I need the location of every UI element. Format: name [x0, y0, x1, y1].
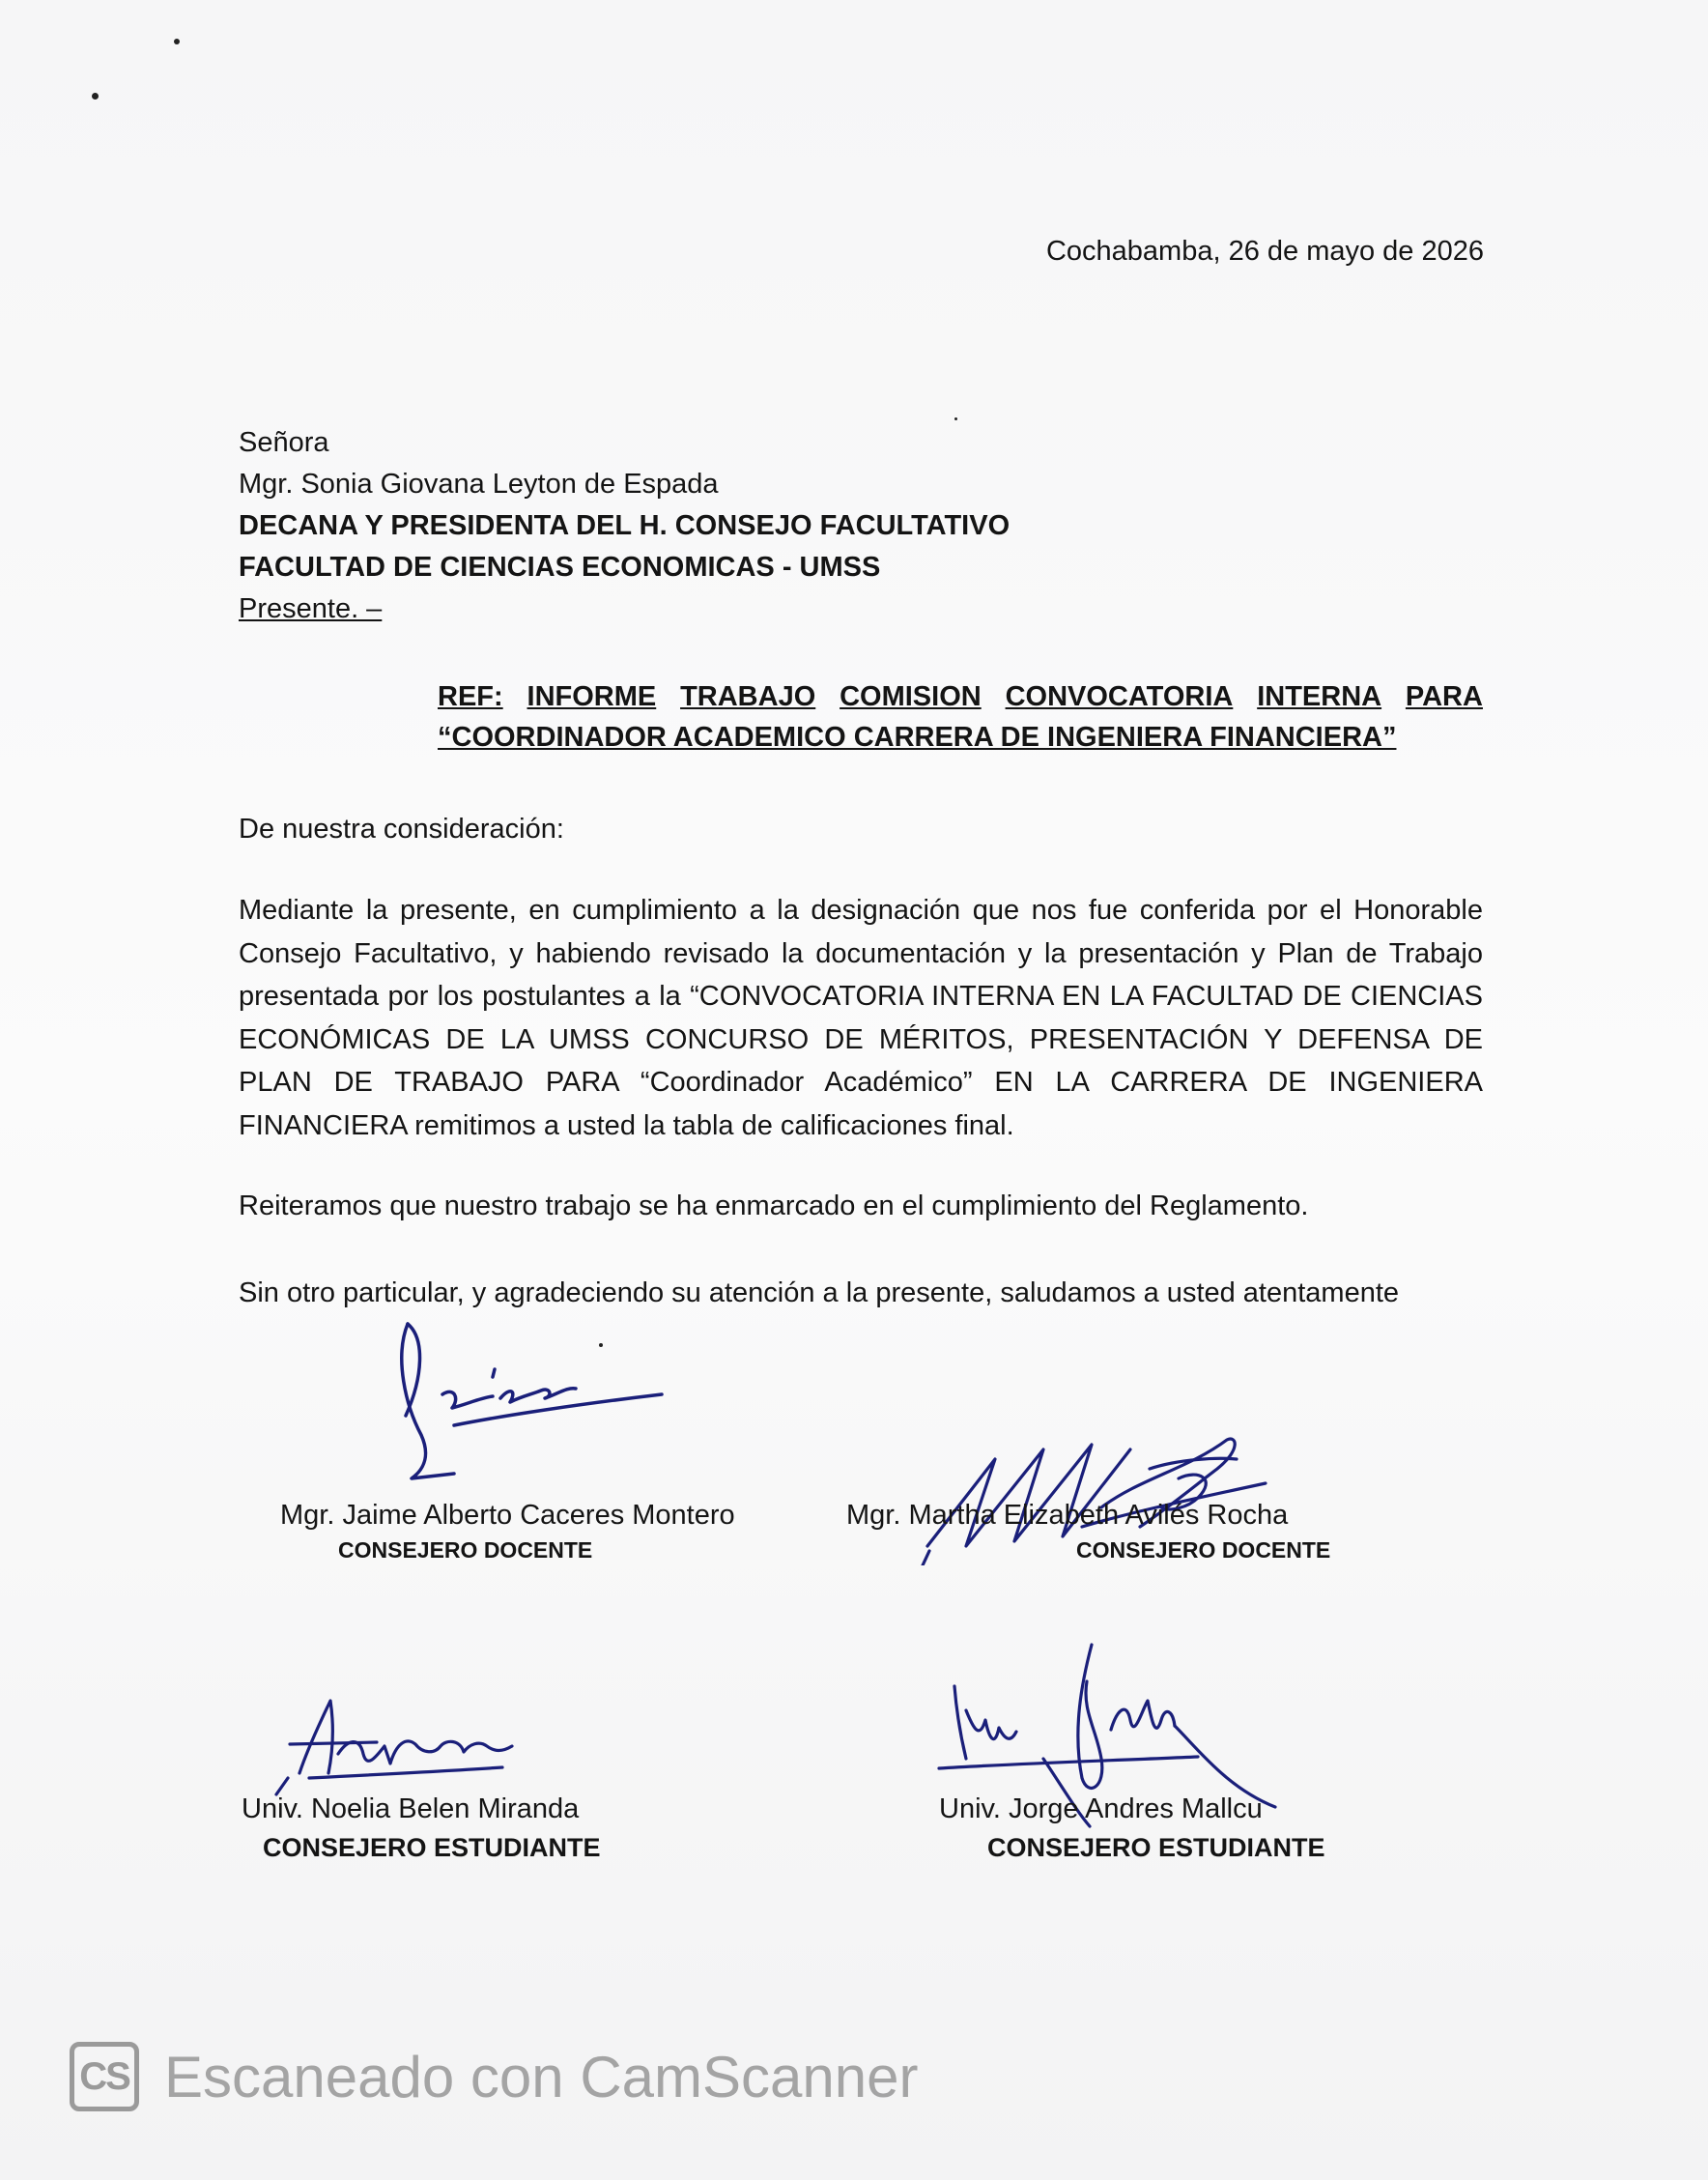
signatory-role: CONSEJERO ESTUDIANTE	[987, 1833, 1325, 1862]
signatory-1	[280, 1500, 763, 1563]
reiteration-paragraph: Reiteramos que nuestro trabajo se ha enmarcado en el cumplimiento del Reglamento.	[239, 1190, 1309, 1221]
handwritten-signature	[270, 1686, 522, 1802]
scan-speck	[954, 417, 957, 420]
signatory-3	[242, 1793, 647, 1863]
signatory-4	[939, 1793, 1345, 1863]
scan-speck	[174, 39, 180, 44]
reference-line-2: “COORDINADOR ACADEMICO CARRERA DE INGENIERA FINANCIERA”	[438, 722, 1397, 753]
ref-word: INFORME	[527, 681, 657, 712]
ref-word: PARA	[1405, 681, 1483, 712]
recipient-title: DECANA Y PRESIDENTA DEL H. CONSEJO FACULTATIVO	[239, 510, 1011, 541]
camscanner-watermark	[70, 2042, 918, 2111]
letter-date: Cochabamba, 26 de mayo de 2026	[1045, 236, 1484, 267]
signatory-role: CONSEJERO DOCENTE	[1076, 1537, 1331, 1563]
closing-paragraph: Sin otro particular, y agradeciendo su atención a la presente, saludamos a usted atentamente	[239, 1277, 1400, 1308]
scan-speck	[92, 93, 99, 100]
ref-word: COMISION	[840, 681, 982, 712]
ref-word: INTERNA	[1257, 681, 1382, 712]
ref-word: REF:	[438, 681, 503, 712]
reference-line	[438, 676, 1483, 758]
camscanner-text: Escaneado con CamScanner	[164, 2044, 919, 2109]
greeting: De nuestra consideración:	[239, 814, 564, 845]
signatory-name: Mgr. Jaime Alberto Caceres Montero	[280, 1500, 735, 1531]
body-paragraph: Mediante la presente, en cumplimiento a la designación que nos fue conferida por el Honorable Consejo Facultativo, y habiendo revisado la documentación y la presentación y Plan de Trabajo presentada por los postulantes a la “CONVOCATORIA INTERNA EN LA FACULTAD DE CIENCIAS ECONÓMICAS DE LA UMSS CONCURSO DE MÉRITOS, PRESENTACIÓN Y DEFENSA DE PLAN DE TRABAJO PARA “Coordinador Académico” EN LA CARRERA DE INGENIERA FINANCIERA remitimos a usted la tabla de calificaciones final.	[239, 895, 1483, 1141]
signatory-role: CONSEJERO ESTUDIANTE	[263, 1833, 601, 1862]
signatory-name: Univ. Jorge Andres Mallcu	[939, 1793, 1263, 1824]
ref-word: TRABAJO	[680, 681, 816, 712]
recipient-name: Mgr. Sonia Giovana Leyton de Espada	[239, 469, 719, 500]
recipient-faculty: FACULTAD DE CIENCIAS ECONOMICAS - UMSS	[239, 552, 881, 583]
handwritten-signature	[386, 1319, 676, 1503]
recipient-presente: Presente. –	[239, 593, 383, 624]
signatory-name: Mgr. Martha Elizabeth Avilés Rocha	[846, 1500, 1289, 1531]
recipient-block	[239, 422, 1010, 630]
signatory-2	[846, 1500, 1387, 1563]
reference-line-1	[438, 676, 1483, 717]
signatory-name: Univ. Noelia Belen Miranda	[242, 1793, 580, 1824]
recipient-salutation: Señora	[239, 427, 329, 458]
signatory-role: CONSEJERO DOCENTE	[338, 1537, 593, 1563]
camscanner-logo-icon: CS	[70, 2042, 139, 2111]
ref-word: CONVOCATORIA	[1005, 681, 1234, 712]
